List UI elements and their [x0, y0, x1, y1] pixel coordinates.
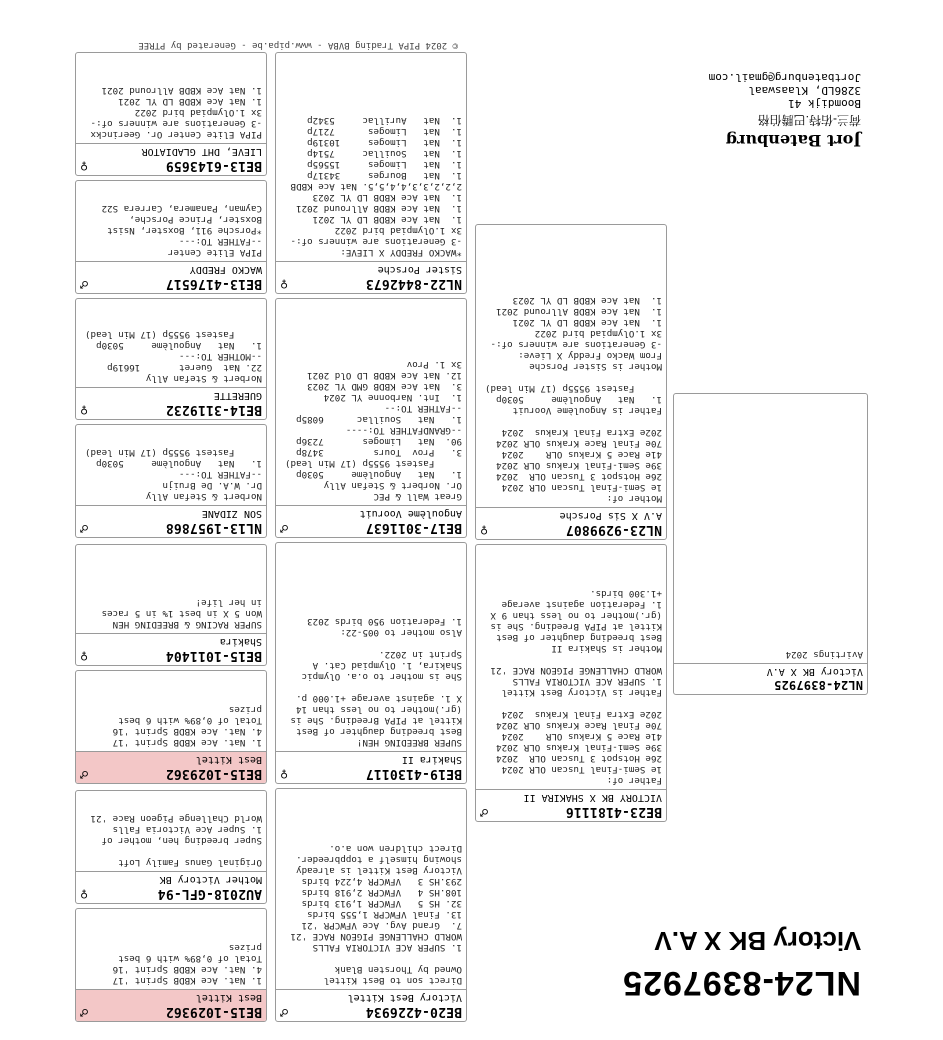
card-ring: BE19-4130117	[365, 766, 462, 781]
card-body: SUPER RACING & BREEDING HEN Won 5 X in best 1% in 5 races in her life!	[101, 597, 262, 630]
subject-name: Victory BK X A.V	[766, 666, 863, 677]
pedigree-card-ds	[275, 298, 467, 538]
card-ring: BE15-1029362	[165, 766, 262, 781]
card-name: VICTORY BK X SHAKIRA II	[523, 792, 662, 803]
female-symbol-icon: ♀	[480, 522, 489, 537]
card-ring: BE17-3011637	[365, 520, 462, 535]
pedigree-card-ssd	[75, 790, 267, 904]
card-body: Mother of: 1e Semi-Final Tuscan OLR 2024 26e Hotspot 3 Tuscan OLR 2024 39e Semi-Final Krakus OLR 2024 41e Race 5 Krakus OLR 2024 70e Final Race Krakus OLR 2024 202e Extra Final Krakus 2024 Father is Angoulème Vooruit 1. Nat Angoulème 5030p Fastest 9555p (17 Min lead) Mother is Sister Porsche From Wacko Freddy X Lieve: -3 Generations are winners of:- 3x 1.Olympiad bird 2022 1. Nat Ace KBDB LD YL 2021 1. Nat Ace KBDB Allround 2021 1. Nat Ace KBDB LD YL 2023	[484, 295, 662, 504]
subject-card	[673, 393, 868, 695]
card-name: WACKO FREDDY	[189, 264, 262, 275]
male-symbol-icon: ♂	[80, 520, 89, 535]
card-ring: BE15-1029362	[165, 1004, 262, 1019]
card-name: Best Kittel	[195, 992, 262, 1003]
card-body: Great Wall & PEC Or. Norbert & Stefan Ally 1. Nat Angoulème 5030p Fastest 9555p (17 Min lead) 3. Prov Tours 3478p 90. Nat Limoges 7236p --GRANDFATHER TO:---- 1. Nat Souillac 6085p --FATHER TO:-- 1. Int. Narbonne YL 2024 3. Nat Ace KBDB GMD YL 2023 12. Nat Ace KBDB LD Old 2021 3x 1. Prov	[284, 359, 462, 502]
card-name: Victory Best Kittel	[347, 992, 462, 1003]
male-symbol-icon: ♂	[480, 804, 489, 819]
male-symbol-icon: ♂	[280, 520, 289, 535]
subject-header	[674, 663, 867, 694]
card-body: Direct son to Best Kittel Owned by Thorsten Blank 1. SUPER ACE VICTORIA FALLS WORLD CHALLENGE PIGEON RACE '21 7. Grand Avg. Ace VFWCPR '21 13. Final VFWCPR 1,555 birds 32. HS 5 VFWCPR 1,913 birds 108.HS 4 VFWCPR 2,918 birds 293.HS 3 VFWCPR 4,224 birds Victory Best Kittel is already showing himself a toppbreeder. Direct children won a.o.	[290, 843, 462, 986]
card-name: Shakira	[219, 636, 262, 647]
card-ring: BE13-6143659	[165, 158, 262, 173]
pedigree-card-sss	[75, 908, 267, 1022]
card-name: GUERETTE	[213, 390, 262, 401]
female-symbol-icon: ♀	[280, 766, 289, 781]
pedigree-card-sire	[475, 544, 667, 822]
pedigree-title-ring: NL24-8397925	[622, 964, 861, 1002]
breeder-name: Jort Batenburg	[725, 131, 861, 150]
female-symbol-icon: ♀	[80, 886, 89, 901]
male-symbol-icon: ♂	[80, 1004, 89, 1019]
pedigree-card-sd	[275, 542, 467, 784]
pedigree-title-name: Victory BK X A.V	[654, 926, 861, 956]
female-symbol-icon: ♀	[80, 648, 89, 663]
card-name: A.V X Sis Porsche	[559, 510, 662, 521]
male-symbol-icon: ♂	[80, 276, 89, 291]
card-body: 1. Nat. Ace KBDB Sprint '17 4. Nat. Ace KBDB Sprint '16 Total of 0,89% with 6 best prizes	[112, 942, 262, 986]
pedigree-card-ss	[275, 788, 467, 1022]
card-ring: NL13-1957868	[165, 520, 262, 535]
pedigree-card-dsd	[75, 298, 267, 420]
pedigree-card-ddd	[75, 52, 267, 176]
card-name: Angoulème Vooruit	[359, 508, 462, 519]
subject-note: Avirtings 2024	[785, 649, 863, 660]
female-symbol-icon: ♀	[80, 158, 89, 173]
pedigree-card-sds	[75, 670, 267, 784]
card-body: Original Ganus Family Loft Super breeding hen, mother of 1. Super Ace Victoria Falls World Challenge Pigeon Race '21	[90, 813, 262, 868]
pedigree-card-dd	[275, 52, 467, 294]
card-body: *WACKO FREDDY X LIEVE: -3 Generations are winners of:- 3x 1.Olympiad bird 2022 1. Nat Ace KBDB LD YL 2021 1. Nat Ace KBDB Allround 2021 1. Nat Ace KBDB LD YL 2023 2,2,2,3,3,4,4,5,5. Nat Ace KBDB 1. Nat Bourges 34317p 1. Nat Limoges 15565p 1. Nat Souillac 7514p 1. Nat Limoges 10319p 1. Nat Limoges 7217p 1. Nat Aurillac 5342p	[290, 115, 462, 258]
breeder-chinese-name: 荷兰-佑特.巴腾伯格	[757, 113, 861, 127]
card-body: PIPA Elite Center --FATHER TO:--- *Porsche 911, Boxster, Nsist Boxster, Prince Porsche, Cayman, Panamera, Carrera S22	[101, 203, 262, 258]
female-symbol-icon: ♀	[280, 276, 289, 291]
female-symbol-icon: ♀	[80, 402, 89, 417]
card-name: Sister Porsche	[377, 264, 462, 275]
card-ring: NL23-9299807	[565, 522, 662, 537]
card-ring: BE20-4226934	[365, 1004, 462, 1019]
card-ring: BE15-1011404	[165, 648, 262, 663]
card-name: LIEVE, DHT GLADIATOR	[141, 146, 262, 157]
footer-credit: © 2024 PIPA Trading BVBA - www.pipa.be - Generated by PTREE	[138, 40, 458, 50]
subject-ring: NL24-8397925	[773, 678, 863, 692]
card-body: Norbert & Stefan Ally Dr. W.A. De Bruijn --FATHER TO:--- 1. Nat Angoulème 5030p Fastest 9555p (17 Min lead)	[84, 447, 262, 502]
breeder-address-city: 3286LD, Klaaswaal	[748, 84, 861, 97]
male-symbol-icon: ♂	[80, 766, 89, 781]
pedigree-card-dam	[475, 224, 667, 540]
card-body: Father of: 1e Semi-Final Tuscan OLR 2024 26e Hotspot 3 Tuscan OLR 2024 39e Semi-Final Krakus OLR 2024 41e Race 5 Krakus OLR 2024 70e Final Race Krakus OLR 2024 202e Extra Final Krakus 2024 Father is Victory Best Kittel 1. SUPER ACE VICTORIA FALLS WORLD CHALLENGE PIGEON RACE '21 Mother is Shakira II Best breeding daughter of Best Kittel at PIPA Breeding. She is (gr.)mother to no less than 9 X 1. Federation against average +1.300 birds.	[490, 588, 662, 786]
card-body: SUPER BREEDING HEN! Best breeding daughter of Best Kittel at PIPA Breeding. She is (gr.)mother to no less than 14 X 1. against average +1.000 p. She is mother to o.a. Olympic Shakira, 1. Olympiad Cat. A Sprint in 2022. Also mother to 005-22: 1. Federation 950 birds 2023	[290, 616, 462, 748]
card-body: Norbert & Stefan Ally 22. Nat Gueret 16619p --MOTHER TO:--- 1. Nat Angoulème 5030p Fastest 9555p (17 Min lead)	[84, 329, 262, 384]
card-name: Best Kittel	[195, 754, 262, 765]
breeder-address-street: Boomdijk 41	[788, 97, 861, 110]
card-body: 1. Nat. Ace KBDB Sprint '17 4. Nat. Ace KBDB Sprint '16 Total of 0,89% with 6 best prizes	[112, 704, 262, 748]
pedigree-card-dss	[75, 424, 267, 538]
card-ring: BE14-3119232	[165, 402, 262, 417]
card-body: PIPA Elite Center Or. Geerinckx -3 Generations are winners of:- 3x 1.Olympiad bird 2022 1. Nat Ace KBDB LD YL 2021 1. Nat Ace KBDB Allround 2021	[90, 85, 262, 140]
breeder-email: Jortbatenburg@gmail.com	[708, 71, 861, 84]
card-ring: BE13-4176517	[165, 276, 262, 291]
card-ring: BE23-4181116	[565, 804, 662, 819]
card-ring: NL22-8442673	[365, 276, 462, 291]
pedigree-card-dds	[75, 180, 267, 294]
card-name: Shakira II	[401, 754, 462, 765]
male-symbol-icon: ♂	[280, 1004, 289, 1019]
card-name: SON ZIDANE	[201, 508, 262, 519]
card-name: Mother Victory BK	[159, 874, 262, 885]
pedigree-card-sdd	[75, 544, 267, 666]
breeder-block	[651, 71, 861, 150]
card-ring: AU2018-GFL-94	[157, 886, 262, 901]
